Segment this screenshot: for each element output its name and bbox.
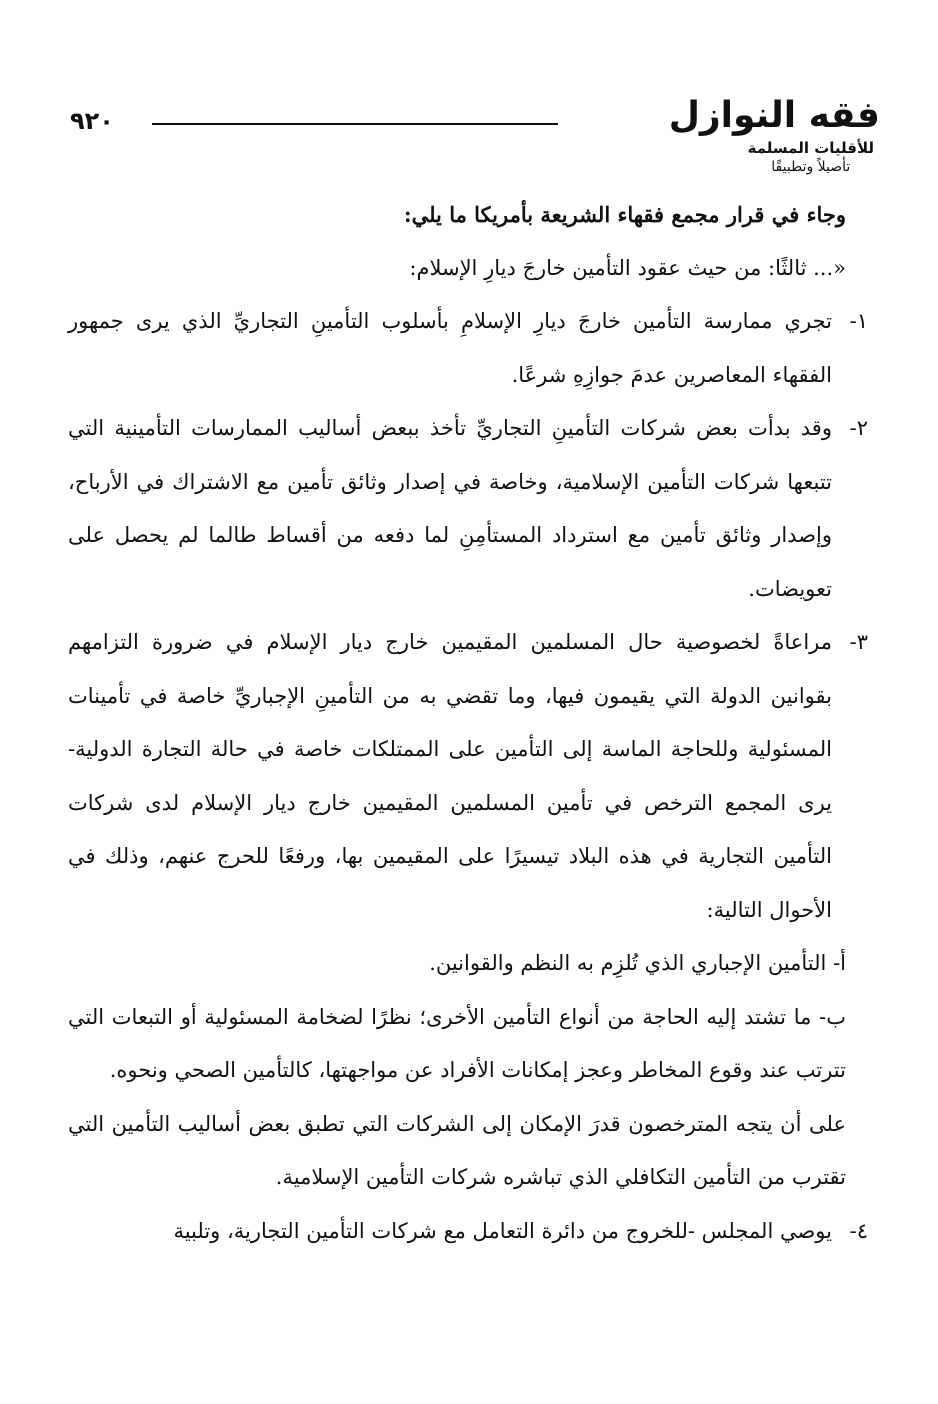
item-text: يوصي المجلس -للخروج من دائرة التعامل مع شركات التأمين التجارية، وتلبية bbox=[173, 1218, 832, 1243]
item-number: ٣- bbox=[849, 630, 868, 654]
sub-item-a bbox=[68, 937, 868, 991]
sub-item-letter: أ- bbox=[833, 951, 846, 975]
page-body bbox=[68, 188, 868, 1258]
book-title-subtitle-line1: للأقليات المسلمة bbox=[747, 139, 874, 157]
closing-paragraph: على أن يتجه المترخصون قدرَ الإمكان إلى الشركات التي تطبق بعض أساليب التأمين التي تقترب من التأمين التكافلي الذي تباشره شركات التأمين الإسلامية. bbox=[68, 1111, 846, 1189]
intro-paragraph: وجاء في قرار مجمع فقهاء الشريعة بأمريكا ما يلي: bbox=[403, 202, 846, 227]
item-text: وقد بدأت بعض شركات التأمينِ التجاريِّ تأخذ ببعض أساليب الممارسات التأمينية التي تتبعها شركات التأمين الإسلامية، وخاصة في إصدار وثائق تأمين مع الاشتراك في الأرباح، وإصدار وثائق تأمين مع استرداد المستأمِنِ لما دفعه من أقساط طالما لم يحصل على تعويضات. bbox=[68, 416, 832, 601]
item-text: مراعاةً لخصوصية حال المسلمين المقيمين خارج ديار الإسلام في ضرورة التزامهم بقوانين الدولة التي يقيمون فيها، وما تقضي به من التأمينِ الإجباريِّ خاصة في تأمينات المسئولية وللحاجة الماسة إلى التأمين على الممتلكات خاصة في حالة التجارة الدولية- يرى المجمع الترخص في تأمين المسلمين المقيمين خارج ديار الإسلام لدى شركات التأمين التجارية في هذه البلاد تيسيرًا على المقيمين بها، ورفعًا للحرج عنهم، وذلك في الأحوال التالية: bbox=[68, 630, 832, 922]
page-number: ٩٢٠ bbox=[70, 107, 114, 135]
numbered-item-3 bbox=[68, 616, 868, 937]
item-number: ٤- bbox=[849, 1218, 868, 1243]
book-title-main: فقه النوازل bbox=[668, 95, 880, 136]
book-title bbox=[580, 94, 880, 176]
quote-opening: «... ثالثًا: من حيث عقود التأمين خارجَ ديارِ الإسلام: bbox=[409, 255, 846, 280]
numbered-item-1 bbox=[68, 295, 868, 402]
header-divider bbox=[152, 123, 558, 125]
book-title-subtitle bbox=[748, 138, 874, 176]
item-number: ١- bbox=[849, 309, 868, 333]
book-title-subtitle-line2: تأصيلاً وتطبيقًا bbox=[771, 159, 851, 175]
sub-item-text: التأمين الإجباري الذي تُلزِم به النظم والقوانين. bbox=[429, 951, 827, 975]
numbered-item-2 bbox=[68, 402, 868, 616]
numbered-item-4 bbox=[68, 1205, 868, 1259]
item-text: تجري ممارسة التأمين خارجَ ديارِ الإسلامِ بأسلوب التأمينِ التجاريِّ الذي يرى جمهور الفقهاء المعاصرين عدمَ جوازِهِ شرعًا. bbox=[68, 309, 832, 387]
item-number: ٢- bbox=[849, 416, 868, 440]
sub-item-letter: ب- bbox=[819, 1004, 846, 1029]
running-header bbox=[70, 92, 880, 175]
sub-item-b bbox=[68, 991, 868, 1098]
sub-item-text: ما تشتد إليه الحاجة من أنواع التأمين الأخرى؛ نظرًا لضخامة المسئولية أو التبعات التي تترتب عند وقوع المخاطر وعجز إمكانات الأفراد عن مواجهتها، كالتأمين الصحي ونحوه. bbox=[68, 1004, 846, 1082]
